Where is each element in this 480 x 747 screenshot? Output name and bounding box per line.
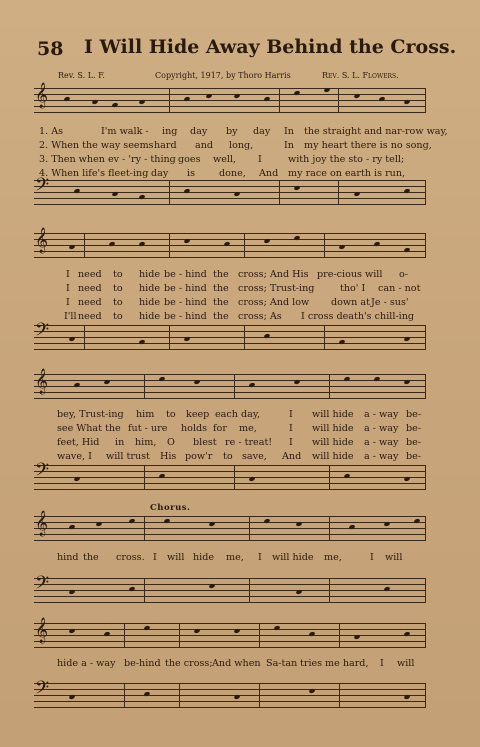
- hymn-title: I Will Hide Away Behind the Cross.: [84, 36, 457, 58]
- bass-clef-icon: 𝄢: [35, 175, 50, 200]
- lyric-line: see What the fut - ure holds for me, I will hide a - way be-: [57, 423, 422, 434]
- lyric-line: feet, Hid in him, O blest re - treat! I will hide a - way be-: [57, 437, 422, 448]
- lyric-line: hind the cross. I will hide me, I will hide me, I will: [57, 552, 403, 563]
- music-staff-treble: [34, 369, 426, 398]
- treble-clef-icon: 𝄞: [35, 369, 49, 394]
- music-staff-bass: [34, 460, 426, 489]
- music-staff-treble: [34, 83, 426, 112]
- lyricist-credit: Rev. S. L. F.: [58, 71, 105, 80]
- chorus-label: Chorus.: [150, 503, 191, 513]
- lyric-line: I need to hide be - hind the cross; And low down at Je - sus': [66, 297, 409, 308]
- lyric-line: 4. When life's fleet-ing day is done, And my race on earth is run,: [39, 168, 406, 179]
- music-staff-bass: [34, 320, 426, 349]
- lyric-line: wave, I will trust His pow'r to save, And will hide a - way be-: [57, 451, 422, 462]
- lyric-line: 3. Then when ev - 'ry - thing goes well, I with joy the sto - ry tell;: [39, 154, 405, 165]
- music-staff-treble: [34, 618, 426, 647]
- treble-clef-icon: 𝄞: [35, 228, 49, 253]
- bass-clef-icon: 𝄢: [35, 460, 50, 485]
- treble-clef-icon: 𝄞: [35, 83, 49, 108]
- bass-clef-icon: 𝄢: [35, 320, 50, 345]
- lyric-line: 1. As I'm walk - ing day by day In the straight and nar-row way,: [39, 126, 448, 137]
- lyric-line: I need to hide be - hind the cross; And His pre-cious will o-: [66, 269, 409, 280]
- treble-clef-icon: 𝄞: [35, 511, 49, 536]
- music-staff-bass: [34, 678, 426, 707]
- music-staff-treble: [34, 511, 426, 540]
- composer-credit: Rev. S. L. Flowers.: [322, 71, 399, 80]
- lyric-line: bey, Trust-ing him to keep each day, I will hide a - way be-: [57, 409, 422, 420]
- lyric-line: I need to hide be - hind the cross; Trust-ing tho' I can - not: [66, 283, 421, 294]
- music-staff-treble: [34, 228, 426, 257]
- treble-clef-icon: 𝄞: [35, 618, 49, 643]
- music-staff-bass: [34, 573, 426, 602]
- lyric-line: 2. When the way seems hard and long, In my heart there is no song,: [39, 140, 432, 151]
- lyric-line: I'll need to hide be - hind the cross; As I cross death's chill-ing: [64, 311, 415, 322]
- copyright-notice: Copyright, 1917, by Thoro Harris: [155, 71, 291, 80]
- hymn-number: 58: [37, 38, 64, 60]
- music-staff-bass: [34, 175, 426, 204]
- lyric-line: hide a - way be-hind the cross; And when Sa-tan tries me hard, I will: [57, 658, 415, 669]
- bass-clef-icon: 𝄢: [35, 573, 50, 598]
- bass-clef-icon: 𝄢: [35, 678, 50, 703]
